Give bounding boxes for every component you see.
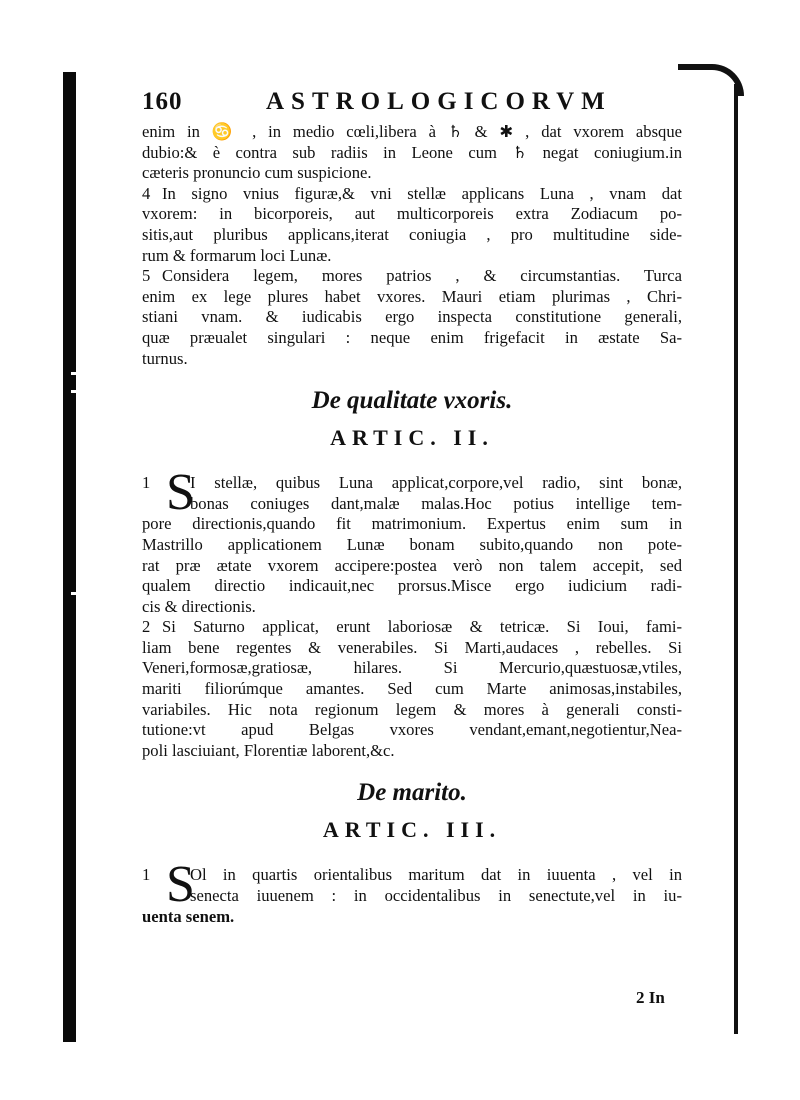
text-line: senecta iuuenem : in occidentalibus in senectute,vel in iu- [190, 886, 682, 906]
book-page [142, 88, 682, 1007]
drop-cap: S [166, 856, 195, 914]
paragraph-number: 4 [142, 183, 151, 203]
text-line: stiani vnam. & iudicabis ergo inspecta constitutione generali, [142, 307, 682, 327]
text-line: turnus. [142, 348, 188, 368]
paragraph-1 [142, 856, 682, 927]
text-line: enim ex lege plures habet vxores. Mauri etiam plurimas , Chri- [142, 286, 682, 306]
paragraph-4-line: 4 In signo vnius figuræ,& vni stellæ applicans Luna , vnam dat [142, 183, 682, 203]
text-line: enim in ♋ , in medio cœli,libera à ♄ & ✱ , dat vxorem absque [142, 122, 682, 141]
article-3-body [142, 856, 682, 927]
text-line: dubio:& è contra sub radiis in Leone cum ♄ negat coniugium.in [142, 142, 682, 162]
text-line: 1 Ol in quartis orientalibus maritum dat in iuuenta , vel in [142, 865, 682, 885]
text-line: rum & formarum loci Lunæ. [142, 245, 332, 265]
paragraph-number: 1 [142, 865, 151, 885]
running-head [142, 88, 682, 122]
running-title: ASTROLOGICORVM [266, 88, 612, 115]
text-line: Mastrillo applicationem Lunæ bonam subito,quando non pote- [142, 534, 682, 554]
text-line: mariti filiorúmque amantes. Sed cum Marte animosas,instabiles, [142, 679, 682, 699]
scan-artifact [71, 372, 80, 375]
text-line: poli lasciuiant, Florentiæ laborent,&c. [142, 740, 395, 760]
text-line: qualem directio indicauit,nec prorsus.Misce ergo iudicium radi- [142, 576, 682, 596]
page-edge [678, 64, 746, 1044]
text-line: rat præ ætate vxorem accipere:postea verò non talem accepit, sed [142, 555, 682, 575]
text-line: bonas coniuges dant,malæ malas.Hoc potius intellige tem- [190, 493, 682, 513]
paragraph-2-line: 2 Si Saturno applicat, erunt laboriosæ & tetricæ. Si Ioui, fami- [142, 617, 682, 637]
page-number: 160 [142, 88, 183, 115]
text-line: 1 I stellæ, quibus Luna applicat,corpore,vel radio, sint bonæ, [142, 473, 682, 493]
paragraph-number: 1 [142, 473, 151, 493]
text-line: tutione:vt apud Belgas vxores vendant,emant,negotientur,Nea- [142, 720, 682, 740]
scan-artifact [71, 592, 80, 595]
article-heading: ARTIC. II. [330, 425, 494, 451]
article-2-body [142, 464, 682, 761]
text-line: cis & directionis. [142, 596, 256, 616]
section-continuation [142, 122, 682, 369]
text-line: cæteris pronuncio cum suspicione. [142, 163, 372, 183]
scan-artifact [71, 390, 80, 393]
text-line: vxorem: in bicorporeis, aut multicorporeis extra Zodiacum po- [142, 204, 682, 224]
paragraph-number: 5 [142, 266, 151, 286]
drop-cap: S [166, 464, 195, 522]
catchword: 2 In [636, 988, 665, 1007]
article-heading: ARTIC. III. [322, 817, 502, 843]
section-heading: De qualitate vxoris. [311, 387, 513, 415]
text-line: uenta senem. [142, 906, 235, 926]
scan-binding-shadow [63, 72, 76, 1042]
page-edge-line [734, 84, 738, 1034]
text-line: variabiles. Hic nota regionum legem & mores à generali consti- [142, 699, 682, 719]
paragraph-1 [142, 464, 682, 617]
section-heading: De marito. [357, 779, 467, 807]
paragraph-5-line: 5 Considera legem, mores patrios , & circumstantias. Turca [142, 266, 682, 286]
text-line: pore directionis,quando fit matrimonium. Expertus enim sum in [142, 514, 682, 534]
paragraph-number: 2 [142, 617, 151, 637]
text-line: liam bene regentes & venerabiles. Si Marti,audaces , rebelles. Si [142, 637, 682, 657]
text-line: sitis,aut pluribus applicans,iterat coniugia , pro multitudine side- [142, 224, 682, 244]
text-line: quæ præualet singulari : neque enim frigefacit in æstate Sa- [142, 327, 682, 347]
text-line: Veneri,formosæ,gratiosæ, hilares. Si Mercurio,quæstuosæ,vtiles, [142, 658, 682, 678]
